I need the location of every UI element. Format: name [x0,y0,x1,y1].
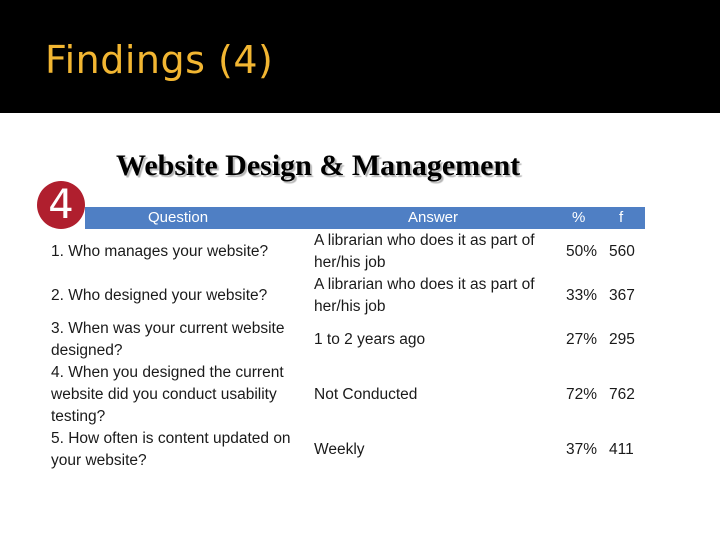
row-3-answer: 1 to 2 years ago [314,331,426,348]
row-1-question: 1. Who manages your website? [51,243,269,260]
row-1-frequency: 560 [609,243,635,260]
row-3-question: 3. When was your current website designed? [51,320,285,359]
figure-heading: Website Design & Management [116,149,521,182]
row-5-percent: 37% [566,441,598,458]
row-5-frequency: 411 [609,441,634,458]
section-number-badge: 4 [37,181,85,229]
row-1-percent: 50% [566,243,598,260]
row-2-frequency: 367 [609,287,635,304]
row-3-percent: 27% [566,331,598,348]
row-4-frequency: 762 [609,386,635,403]
row-2-answer: A librarian who does it as part of her/his job [314,276,535,315]
row-5-answer: Weekly [314,441,365,458]
row-1-answer: A librarian who does it as part of her/his job [314,232,535,271]
row-5-question: 5. How often is content updated on your website? [51,430,291,469]
row-3-frequency: 295 [609,331,635,348]
column-header-question: Question [148,209,209,226]
column-header-percent: % [572,209,586,226]
row-2-question: 2. Who designed your website? [51,287,268,304]
row-4-percent: 72% [566,386,598,403]
column-header-frequency: f [619,209,624,226]
slide-title: Findings (4) [45,38,274,82]
row-4-answer: Not Conducted [314,386,418,403]
column-header-answer: Answer [408,209,459,226]
row-2-percent: 33% [566,287,598,304]
row-4-question: 4. When you designed the current website did you conduct usability testing? [51,364,284,425]
